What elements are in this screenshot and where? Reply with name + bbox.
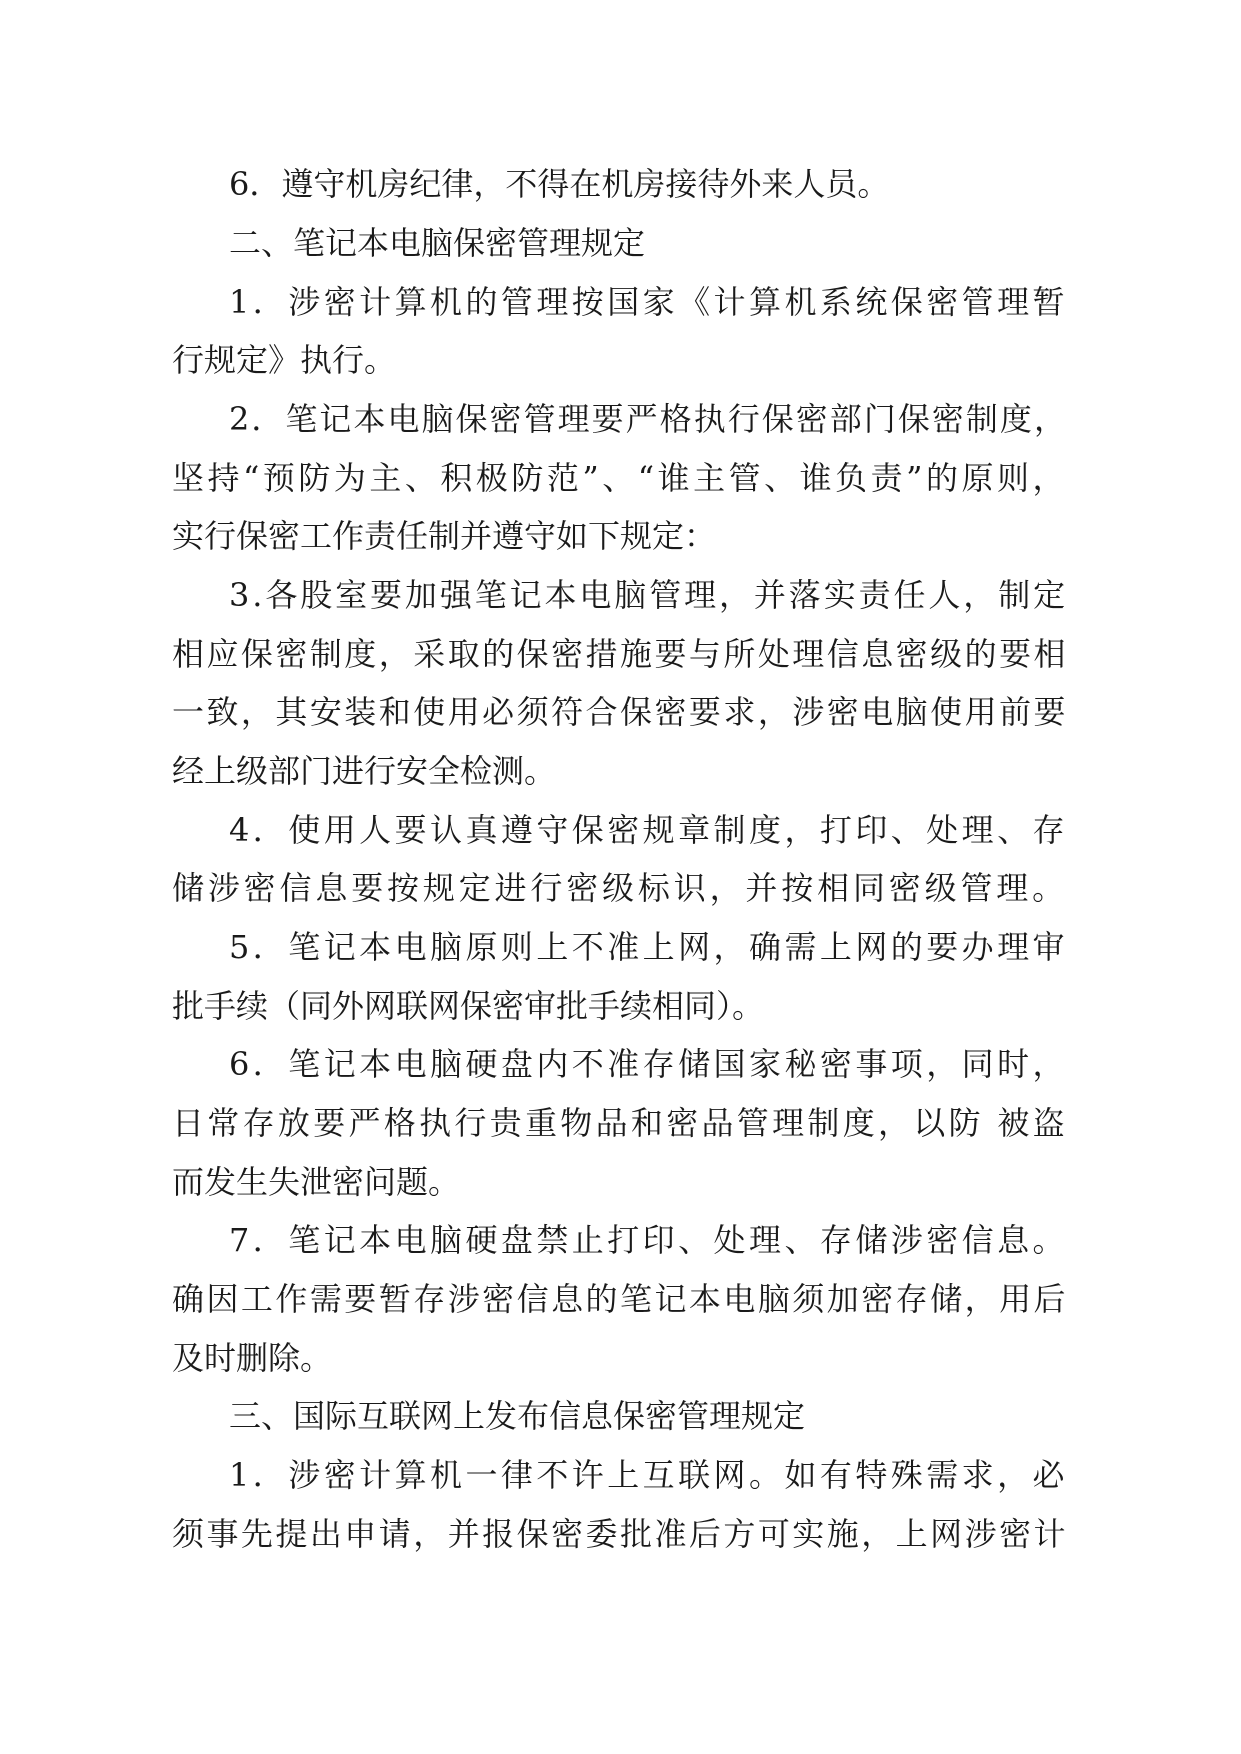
- text-line: 及时删除。: [172, 1339, 333, 1377]
- section-heading: 二、笔记本电脑保密管理规定: [229, 224, 646, 262]
- text-line: 1．涉密计算机的管理按国家《计算机系统保密管理暂: [229, 283, 1068, 321]
- text-line: 5．笔记本电脑原则上不准上网，确需上网的要办理审: [229, 928, 1068, 966]
- text-line: 经上级部门进行安全检测。: [172, 752, 557, 790]
- text-line: 相应保密制度，采取的保密措施要与所处理信息密级的要相: [172, 635, 1068, 673]
- text-line: 而发生失泄密问题。: [172, 1163, 461, 1201]
- text-line: 储涉密信息要按规定进行密级标识，并按相同密级管理。: [172, 869, 1068, 907]
- text-line: 4．使用人要认真遵守保密规章制度，打印、处理、存: [229, 811, 1068, 849]
- text-line: 7．笔记本电脑硬盘禁止打印、处理、存储涉密信息。: [229, 1221, 1068, 1259]
- text-line: 2．笔记本电脑保密管理要严格执行保密部门保密制度，: [229, 400, 1068, 438]
- text-line: 批手续（同外网联网保密审批手续相同）。: [172, 987, 765, 1025]
- text-line: 6．遵守机房纪律，不得在机房接待外来人员。: [229, 165, 890, 203]
- text-line: 6．笔记本电脑硬盘内不准存储国家秘密事项，同时，: [229, 1045, 1068, 1083]
- text-line: 确因工作需要暂存涉密信息的笔记本电脑须加密存储，用后: [172, 1280, 1068, 1318]
- text-line: 实行保密工作责任制并遵守如下规定：: [172, 517, 717, 555]
- text-line: 一致，其安装和使用必须符合保密要求，涉密电脑使用前要: [172, 693, 1068, 731]
- text-line: 须事先提出申请，并报保密委批准后方可实施，上网涉密计: [172, 1515, 1068, 1553]
- text-line: 行规定》执行。: [172, 341, 397, 379]
- text-line: 3.各股室要加强笔记本电脑管理，并落实责任人，制定: [229, 576, 1068, 614]
- text-line: 日常存放要严格执行贵重物品和密品管理制度，以防 被盗: [172, 1104, 1068, 1142]
- text-line: 1．涉密计算机一律不许上互联网。如有特殊需求，必: [229, 1456, 1068, 1494]
- text-line: 坚持“预防为主、积极防范”、“谁主管、谁负责”的原则，: [172, 459, 1068, 497]
- section-heading: 三、国际互联网上发布信息保密管理规定: [229, 1397, 806, 1435]
